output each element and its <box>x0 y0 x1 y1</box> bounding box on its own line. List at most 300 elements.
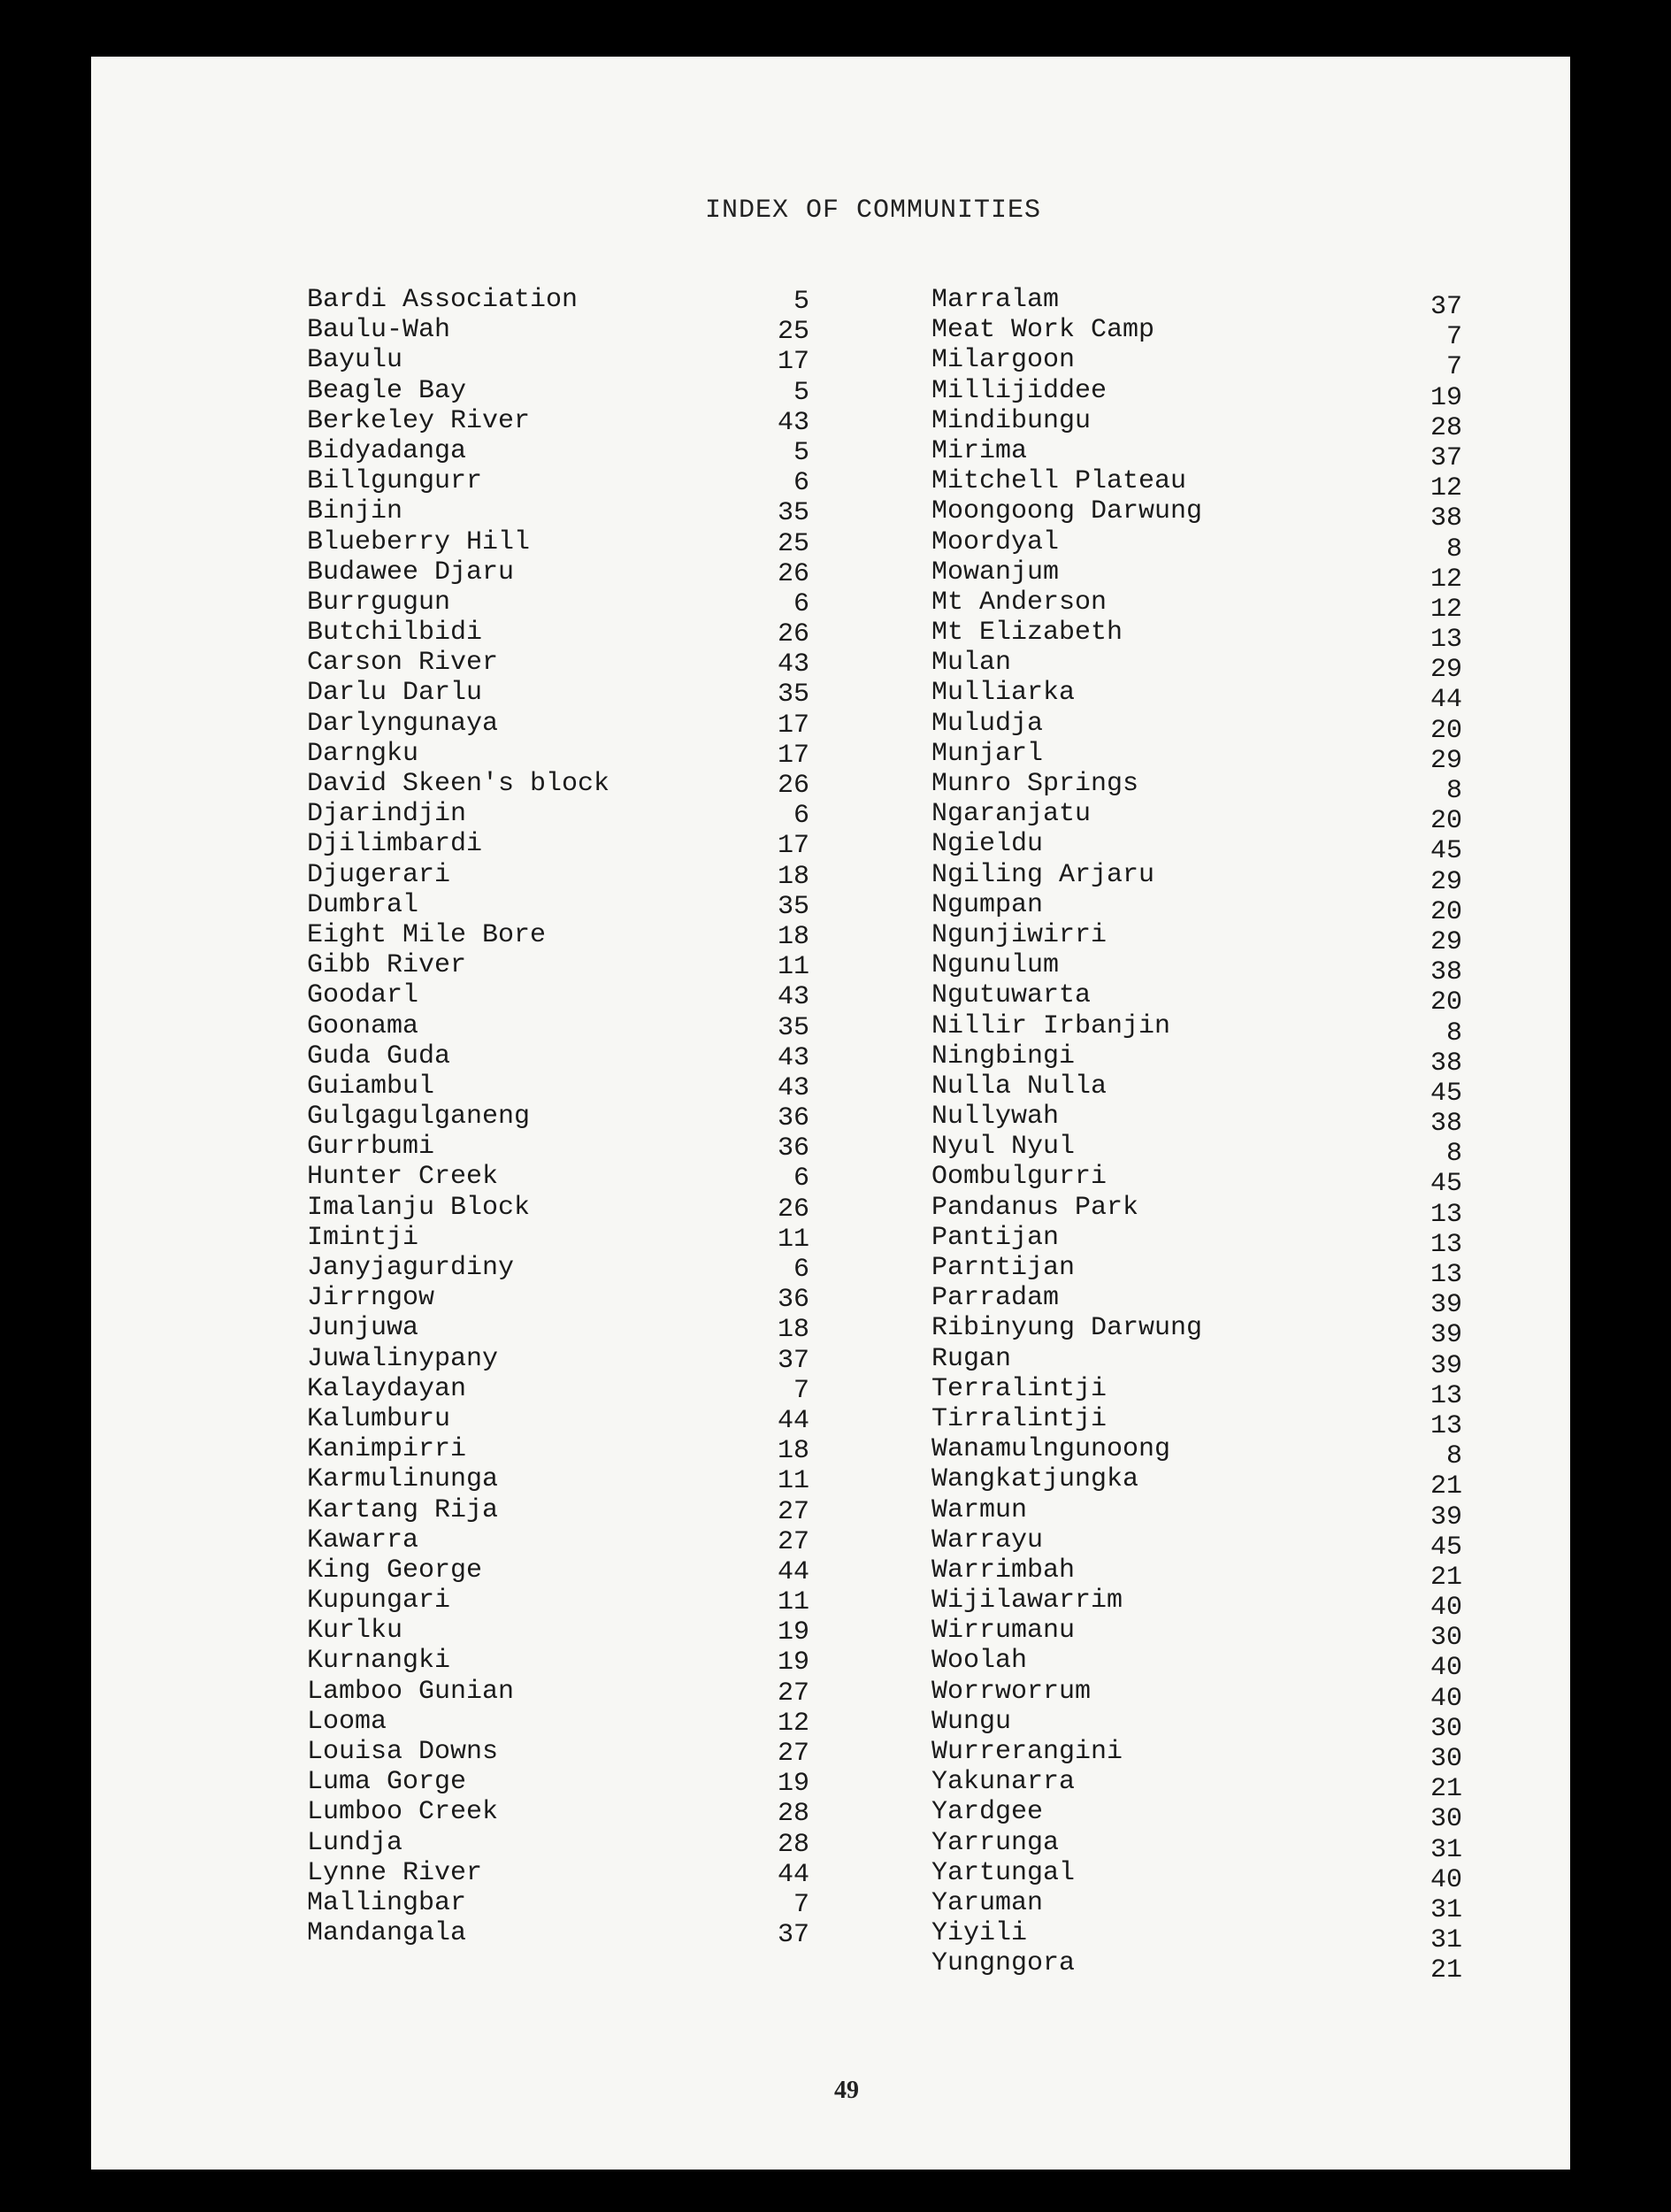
index-entry <box>931 829 1462 867</box>
index-entry <box>307 1525 809 1555</box>
page-reference: 17 <box>777 710 809 741</box>
index-entry <box>931 859 1462 897</box>
community-name: Wirrumanu <box>931 1616 1076 1647</box>
page-reference: 35 <box>777 680 809 710</box>
community-name: Lamboo Gunian <box>307 1676 515 1707</box>
community-name: Yarrunga <box>931 1827 1060 1858</box>
index-entry <box>307 1646 809 1676</box>
community-name: Hunter Creek <box>307 1162 499 1193</box>
page-reference: 43 <box>777 982 809 1013</box>
index-entry <box>931 889 1462 927</box>
index-entry <box>307 1041 809 1071</box>
community-name: Junjuwa <box>307 1313 419 1344</box>
index-entry <box>307 436 809 466</box>
index-entry <box>931 1041 1462 1079</box>
community-name: Lundja <box>307 1827 403 1858</box>
page-reference: 30 <box>1430 1713 1462 1744</box>
page-reference: 39 <box>1430 1350 1462 1381</box>
community-name: Dumbral <box>307 889 419 920</box>
community-name: Worrworrum <box>931 1676 1092 1707</box>
index-entry <box>931 769 1462 806</box>
index-entry <box>307 1283 809 1316</box>
page-reference: 28 <box>777 1829 809 1860</box>
community-name: Mulan <box>931 648 1012 679</box>
page-reference: 45 <box>1430 836 1462 867</box>
index-entry <box>307 1797 809 1830</box>
community-name: Luma Gorge <box>307 1767 467 1798</box>
page-reference: 21 <box>1430 1955 1462 1986</box>
index-entry <box>931 1616 1462 1654</box>
page-reference: 12 <box>1430 594 1462 625</box>
community-name: Wanamulngunoong <box>931 1434 1171 1465</box>
page-reference: 20 <box>1430 896 1462 927</box>
index-entry <box>307 466 809 499</box>
index-entry <box>931 1494 1462 1532</box>
page-reference: 30 <box>1430 1623 1462 1654</box>
community-name: Terralintji <box>931 1373 1108 1404</box>
page-reference: 18 <box>777 921 809 952</box>
index-entry <box>307 1404 809 1434</box>
index-entry <box>931 738 1462 776</box>
community-name: Jirrngow <box>307 1283 435 1314</box>
community-name: Ningbingi <box>931 1041 1076 1071</box>
page-reference: 18 <box>777 861 809 892</box>
page-reference: 35 <box>777 498 809 529</box>
page-reference: 8 <box>1445 1441 1462 1472</box>
community-name: Mulliarka <box>931 678 1076 709</box>
page-reference: 29 <box>1430 926 1462 957</box>
page-reference: 30 <box>1430 1744 1462 1774</box>
page-reference: 6 <box>793 1255 809 1285</box>
index-entry <box>931 526 1462 565</box>
index-entry <box>307 1828 809 1858</box>
community-name: Mitchell Plateau <box>931 466 1187 497</box>
index-entry <box>931 375 1462 413</box>
index-entry <box>307 376 809 406</box>
community-name: Wijilawarrim <box>931 1586 1123 1617</box>
community-name: Pandanus Park <box>931 1192 1139 1223</box>
index-entry <box>307 1918 809 1951</box>
community-name: Goodarl <box>307 980 419 1011</box>
index-entry <box>931 1283 1462 1321</box>
community-name: Parradam <box>931 1283 1060 1314</box>
index-entry <box>307 709 809 739</box>
page-reference: 17 <box>777 347 809 378</box>
index-entry <box>931 1132 1462 1170</box>
page-reference: 36 <box>777 1285 809 1316</box>
page-reference: 19 <box>777 1647 809 1678</box>
community-name: Baulu-Wah <box>307 315 451 346</box>
page-reference: 35 <box>777 891 809 922</box>
community-name: Yiyili <box>931 1918 1028 1949</box>
page-reference: 39 <box>1430 1290 1462 1321</box>
page-reference: 43 <box>777 1042 809 1073</box>
community-name: Nillir Irbanjin <box>931 1010 1171 1041</box>
community-name: Nulla Nulla <box>931 1071 1108 1102</box>
community-name: Djarindjin <box>307 799 467 830</box>
page-reference: 37 <box>777 1345 809 1376</box>
community-name: Imalanju Block <box>307 1192 531 1223</box>
page-reference: 6 <box>793 1164 809 1194</box>
page-reference: 28 <box>777 1799 809 1830</box>
index-entry <box>307 285 809 315</box>
community-name: Yartungal <box>931 1857 1076 1888</box>
page-reference: 13 <box>1430 1199 1462 1230</box>
index-entry <box>307 980 809 1013</box>
community-name: Kurnangki <box>307 1646 451 1677</box>
community-name: Lynne River <box>307 1857 483 1888</box>
page-reference: 11 <box>777 1224 809 1255</box>
community-name: Kanimpirri <box>307 1434 467 1465</box>
community-name: Millijiddee <box>931 375 1108 406</box>
community-name: Berkeley River <box>307 405 531 436</box>
community-name: Ngunjiwirri <box>931 919 1108 950</box>
right-index-column <box>931 285 1462 1986</box>
index-entry <box>307 1102 809 1132</box>
index-entry <box>307 1707 809 1737</box>
community-name: Kawarra <box>307 1525 419 1555</box>
community-name: Juwalinypany <box>307 1343 499 1374</box>
index-entry <box>931 648 1462 686</box>
document-page <box>91 57 1570 2170</box>
page-reference: 37 <box>1430 442 1462 473</box>
index-entry <box>931 1555 1462 1593</box>
page-reference: 18 <box>777 1315 809 1346</box>
index-entry <box>931 466 1462 504</box>
page-reference: 12 <box>1430 473 1462 504</box>
index-entry <box>931 1313 1462 1351</box>
page-reference: 31 <box>1430 1834 1462 1865</box>
community-name: Kalumburu <box>307 1403 451 1434</box>
page-reference: 17 <box>777 831 809 862</box>
page-reference: 35 <box>777 1012 809 1043</box>
index-entry <box>307 1313 809 1346</box>
page-reference: 8 <box>1445 1018 1462 1048</box>
community-name: Darlu Darlu <box>307 678 483 709</box>
community-name: Binjin <box>307 496 403 527</box>
page-reference: 40 <box>1430 1593 1462 1624</box>
page-reference: 13 <box>1430 1229 1462 1260</box>
page-reference: 27 <box>777 1739 809 1769</box>
page-reference: 12 <box>1430 564 1462 595</box>
index-entry <box>307 406 809 436</box>
community-name: Yaruman <box>931 1887 1044 1918</box>
index-entry <box>931 1918 1462 1956</box>
community-name: Yakunarra <box>931 1767 1076 1798</box>
index-entry <box>307 920 809 950</box>
index-entry <box>307 1677 809 1707</box>
index-entry <box>931 587 1462 625</box>
page-reference: 44 <box>777 1405 809 1436</box>
page-reference: 19 <box>777 1769 809 1800</box>
community-name: Ngaranjatu <box>931 799 1092 830</box>
community-name: Oombulgurri <box>931 1162 1108 1193</box>
index-entry <box>307 1253 809 1283</box>
page-reference: 13 <box>1430 625 1462 656</box>
community-name: Munro Springs <box>931 769 1139 799</box>
community-name: Moongoong Darwung <box>931 496 1203 527</box>
index-entry <box>931 1646 1462 1684</box>
page-reference: 6 <box>793 801 809 832</box>
index-entry <box>307 618 809 648</box>
page-reference: 40 <box>1430 1653 1462 1684</box>
index-entry <box>307 1132 809 1162</box>
community-name: Gibb River <box>307 950 467 981</box>
page-reference: 38 <box>1430 957 1462 988</box>
index-entry <box>307 527 809 557</box>
community-name: Gurrbumi <box>307 1132 435 1163</box>
community-name: Beagle Bay <box>307 375 467 406</box>
page-reference: 44 <box>1430 685 1462 716</box>
community-name: Eight Mile Bore <box>307 919 547 950</box>
index-entry <box>931 1887 1462 1925</box>
index-entry <box>931 1071 1462 1109</box>
community-name: Janyjagurdiny <box>307 1253 515 1283</box>
index-entry <box>931 919 1462 957</box>
index-entry <box>307 1193 809 1223</box>
page-reference: 43 <box>777 1072 809 1103</box>
index-entry <box>931 1010 1462 1048</box>
index-entry <box>307 1586 809 1616</box>
index-entry <box>931 1676 1462 1714</box>
page-reference: 6 <box>793 588 809 619</box>
page-reference: 26 <box>777 771 809 801</box>
community-name: Mallingbar <box>307 1887 467 1918</box>
index-entry <box>931 1222 1462 1260</box>
index-entry <box>307 739 809 769</box>
page-reference: 44 <box>777 1859 809 1890</box>
community-name: Marralam <box>931 285 1060 315</box>
index-entry <box>307 496 809 529</box>
page-reference: 27 <box>777 1526 809 1557</box>
index-entry <box>307 1616 809 1646</box>
community-name: Djilimbardi <box>307 829 483 860</box>
community-name: Billgungurr <box>307 466 483 497</box>
index-entry <box>931 1192 1462 1230</box>
community-name: Wangkatjungka <box>931 1464 1139 1495</box>
page-reference: 45 <box>1430 1078 1462 1109</box>
page-reference: 30 <box>1430 1804 1462 1835</box>
index-entry <box>931 678 1462 716</box>
page-reference: 21 <box>1430 1774 1462 1805</box>
index-entry <box>931 1253 1462 1290</box>
index-entry <box>931 708 1462 746</box>
left-index-column <box>307 285 809 1951</box>
index-entry <box>931 1737 1462 1774</box>
index-entry <box>307 769 809 799</box>
page-reference: 40 <box>1430 1683 1462 1714</box>
page-reference: 8 <box>1445 776 1462 806</box>
community-name: Guda Guda <box>307 1041 451 1071</box>
page-reference: 5 <box>793 287 809 317</box>
page-reference: 31 <box>1430 1925 1462 1956</box>
page-reference: 27 <box>777 1678 809 1709</box>
index-entry <box>931 557 1462 595</box>
page-reference: 39 <box>1430 1502 1462 1532</box>
page-reference: 43 <box>777 649 809 680</box>
community-name: Warmun <box>931 1494 1028 1525</box>
index-entry <box>307 799 809 832</box>
page-reference: 11 <box>777 952 809 983</box>
index-entry <box>931 1434 1462 1472</box>
index-entry <box>307 1071 809 1102</box>
community-name: Muludja <box>931 708 1044 739</box>
page-reference: 17 <box>777 740 809 771</box>
community-name: Gulgagulganeng <box>307 1102 531 1133</box>
index-entry <box>307 345 809 378</box>
community-name: Pantijan <box>931 1222 1060 1253</box>
index-entry <box>307 1737 809 1767</box>
page-reference: 28 <box>1430 412 1462 443</box>
page-reference: 37 <box>777 1920 809 1951</box>
page-reference: 37 <box>1430 292 1462 322</box>
index-entry <box>307 1434 809 1467</box>
page-reference: 38 <box>1430 1109 1462 1140</box>
page-reference: 38 <box>1430 1048 1462 1079</box>
index-entry <box>307 1888 809 1918</box>
community-name: Bardi Association <box>307 285 579 315</box>
index-entry <box>307 950 809 983</box>
page-reference: 29 <box>1430 866 1462 897</box>
index-entry <box>931 950 1462 988</box>
community-name: Ngieldu <box>931 829 1044 860</box>
page-reference: 36 <box>777 1133 809 1164</box>
page-reference: 44 <box>777 1556 809 1587</box>
index-entry <box>931 1525 1462 1563</box>
index-entry <box>307 648 809 678</box>
page-reference: 31 <box>1430 1894 1462 1925</box>
page-number: 49 <box>834 2077 859 2104</box>
community-name: Kupungari <box>307 1586 451 1617</box>
index-entry <box>307 1464 809 1497</box>
index-entry <box>931 315 1462 353</box>
community-name: Tirralintji <box>931 1403 1108 1434</box>
page-reference: 40 <box>1430 1864 1462 1895</box>
community-name: Bidyadanga <box>307 435 467 466</box>
page-reference: 7 <box>793 1889 809 1920</box>
page-reference: 21 <box>1430 1562 1462 1593</box>
index-entry <box>307 557 809 588</box>
index-entry <box>931 1373 1462 1411</box>
community-name: Djugerari <box>307 859 451 890</box>
community-name: Ngiling Arjaru <box>931 859 1155 890</box>
index-entry <box>307 1495 809 1525</box>
page-reference: 27 <box>777 1496 809 1527</box>
index-entry <box>931 1343 1462 1381</box>
page-reference: 7 <box>1445 352 1462 383</box>
index-entry <box>931 1857 1462 1895</box>
page-reference: 13 <box>1430 1260 1462 1290</box>
page-reference: 11 <box>777 1587 809 1618</box>
index-entry <box>307 860 809 890</box>
index-entry <box>931 1797 1462 1835</box>
community-name: Blueberry Hill <box>307 526 531 557</box>
page-reference: 20 <box>1430 806 1462 837</box>
page-reference: 8 <box>1445 534 1462 565</box>
page-reference: 7 <box>1445 322 1462 353</box>
community-name: Milargoon <box>931 345 1076 376</box>
community-name: Wungu <box>931 1706 1012 1737</box>
community-name: Yungngora <box>931 1948 1076 1979</box>
page-reference: 19 <box>1430 382 1462 413</box>
page-reference: 20 <box>1430 715 1462 746</box>
index-entry <box>307 1223 809 1253</box>
community-name: Budawee Djaru <box>307 557 515 588</box>
index-entry <box>931 285 1462 322</box>
index-entry <box>307 829 809 862</box>
community-name: Mt Anderson <box>931 587 1108 618</box>
community-name: Mindibungu <box>931 405 1092 436</box>
page-reference: 26 <box>777 558 809 589</box>
page-reference: 18 <box>777 1436 809 1467</box>
community-name: Mowanjum <box>931 557 1060 588</box>
community-name: Parntijan <box>931 1253 1076 1283</box>
community-name: Nullywah <box>931 1102 1060 1133</box>
page-reference: 13 <box>1430 1380 1462 1411</box>
community-name: Kartang Rija <box>307 1494 499 1525</box>
page-reference: 8 <box>1445 1139 1462 1170</box>
page-reference: 5 <box>793 377 809 408</box>
page-reference: 45 <box>1430 1169 1462 1200</box>
community-name: Warrayu <box>931 1525 1044 1555</box>
index-entry <box>307 1858 809 1888</box>
community-name: Nyul Nyul <box>931 1132 1076 1163</box>
page-reference: 38 <box>1430 503 1462 534</box>
index-entry <box>307 1374 809 1404</box>
index-entry <box>931 1586 1462 1624</box>
index-entry <box>931 980 1462 1018</box>
index-entry <box>307 1011 809 1041</box>
community-name: Darngku <box>307 738 419 769</box>
index-entry <box>307 315 809 348</box>
index-entry <box>931 1827 1462 1865</box>
community-name: King George <box>307 1555 483 1586</box>
community-name: Ngunulum <box>931 950 1060 981</box>
community-name: Warrimbah <box>931 1555 1076 1586</box>
community-name: Ribinyung Darwung <box>931 1313 1203 1344</box>
community-name: Imintji <box>307 1222 419 1253</box>
page-reference: 20 <box>1430 987 1462 1018</box>
community-name: Woolah <box>931 1646 1028 1677</box>
index-entry <box>931 1162 1462 1200</box>
index-entry <box>931 618 1462 656</box>
index-entry <box>307 890 809 920</box>
page-reference: 26 <box>777 1194 809 1225</box>
page-reference: 25 <box>777 317 809 348</box>
community-name: Rugan <box>931 1343 1012 1374</box>
community-name: Yardgee <box>931 1797 1044 1828</box>
page-reference: 6 <box>793 468 809 499</box>
page-reference: 26 <box>777 619 809 650</box>
page-reference: 29 <box>1430 655 1462 686</box>
community-name: Kalaydayan <box>307 1373 467 1404</box>
index-entry <box>307 1555 809 1586</box>
community-name: Meat Work Camp <box>931 315 1155 346</box>
index-entry <box>307 588 809 618</box>
index-entry <box>307 678 809 708</box>
community-name: Kurlku <box>307 1616 403 1647</box>
page-reference: 5 <box>793 437 809 468</box>
community-name: Wurrerangini <box>931 1737 1123 1767</box>
index-entry <box>931 1403 1462 1441</box>
index-entry <box>931 1464 1462 1502</box>
community-name: David Skeen's block <box>307 769 610 799</box>
page-reference: 13 <box>1430 1410 1462 1441</box>
page-reference: 39 <box>1430 1320 1462 1351</box>
community-name: Mirima <box>931 435 1028 466</box>
community-name: Burrgugun <box>307 587 451 618</box>
community-name: Guiambul <box>307 1071 435 1102</box>
